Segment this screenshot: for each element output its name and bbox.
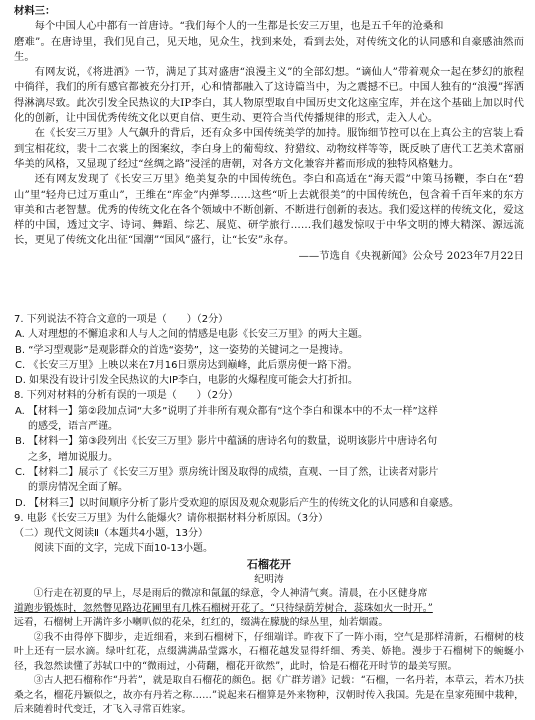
q7-option-a[interactable]: A. 人对理想的不懈追求和人与人之间的情感是电影《长安三万里》的两大主题。: [15, 329, 369, 341]
material-3-p4: 还有网友发现了《长安三万里》绝美复杂的中国传统色。李白和高适在“海天霞”中策马扬鞭，李白在“碧山”里“轻舟已过万重山”，王维在“库金”内弹琴……这些“听上去就很美”的中国传统色，包含着千百年来的东方审美和古老智慧。优秀的传统文化在各个领域中不断创新、不断进行创新的表达。我们爱这样的传统文化，爱这样的中国，透过文字、诗词、舞蹈、综艺、展览、研学旅行……我们越发惊叹于中华文明的博大精深、源远流长，更见了传统文化出征“国潮”“国风”盛行，让“长安”永存。: [14, 173, 524, 247]
material-3-title: 材料三：: [14, 5, 56, 17]
q8-option-b-line1[interactable]: B. 【材料一】第③段列出《长安三万里》影片中蕴涵的唐诗名句的数量，说明该影片中唐诗名句: [15, 436, 438, 448]
essay-p2: ②我不由得停下脚步，走近细看，来到石榴树下，仔细端详。昨夜下了一阵小雨，空气是那样清新，石榴树的枝叶上还有一层水滴。绿叶红花，点缀满满晶莹露水，石榴花越发显得纤细、秀美、娇艳。漫步于石榴树下的蜿蜒小径，我忽然读懂了苏轼口中的“微雨过，小荷翻，榴花开欲然”，此时，恰是石榴花开时节的最美写照。: [14, 631, 524, 672]
q9-stem: 9. 电影《长安三万里》为什么能爆火？请你根据材料分析原因。（3分）: [14, 512, 329, 524]
section-2-heading: （二）现代文阅读Ⅱ（本题共4小题，13分）: [14, 528, 209, 540]
q8-option-c-line2: 的票房情况全面了解。: [28, 482, 128, 494]
material-3-p1-line1: 每个中国人心中都有一首唐诗。“我们每个人的一生都是长安三万里，也是五千年的沧桑和: [34, 20, 444, 33]
q8-option-b-line2: 之多，增加说服力。: [28, 451, 118, 463]
essay-author: 纪明涛: [254, 573, 284, 585]
q8-option-d[interactable]: D. 【材料三】以时间顺序分析了影片受欢迎的原因及观众观影后产生的传统文化的认同感和自豪感。: [15, 497, 460, 509]
q8-option-a-line2: 的感受，语言严谨。: [28, 421, 118, 433]
essay-p3: ③古人把石榴称作“丹若”，就是取自石榴花的颜色。据《广群芳谱》记载：“石榴，一名丹若，本草云，若木乃扶桑之名，榴花丹颖似之，故亦有丹若之称……”说起来石榴算是外来物种，汉朝时传入我国。先是在皇家苑囿中栽种，后来随着时代变迁，才飞入寻常百姓家。: [14, 675, 524, 716]
essay-title: 石榴花开: [246, 558, 292, 571]
material-3-source: ——节选自《央视新闻》公众号 2023年7月22日: [298, 249, 524, 262]
q7-option-d[interactable]: D. 如果没有设计引发全民热议的大IP李白，电影的火爆程度可能会大打折扣。: [15, 375, 359, 387]
material-3-p1-rest: 磨难”。在唐诗里，我们见自己，见天地，见众生，找到来处，看到去处，对传统文化的认同感和自豪感油然而生。: [14, 35, 524, 63]
questions-block: [14, 312, 524, 557]
section-2-instruction: 阅读下面的文字，完成下面10-13小题。: [34, 543, 214, 555]
q8-stem: 8. 下列对材料的分析有误的一项是（ ）（2分）: [14, 390, 239, 402]
material-3: [14, 4, 524, 264]
q8-option-a-line1[interactable]: A. 【材料一】第②段加点词“大多”说明了并非所有观众都有“这个李白和课本中的不太一样”这样: [15, 405, 438, 417]
q7-stem: 7. 下列说法不符合文意的一项是（ ）（2分）: [14, 314, 229, 325]
material-3-p3: 在《长安三万里》人气飙升的背后，还有众多中国传统美学的加持。服饰细节控可以在上真公主的宫装上看到宝相花纹，裴十二衣裳上的图案纹，李白身上的葡萄纹、狩猎纹、动物纹样等等，既反映了唐代工艺美术富丽华美的风格，又显现了经过“丝绸之路”浸淫的唐朝，对各方文化兼容并蓄而形成的独特风格魅力。: [14, 127, 524, 170]
material-3-p2: 有网友说，《将进酒》一节，满足了其对盛唐“浪漫主义”的全部幻想。“谪仙人”带着观众一起在梦幻的旅程中徜徉，我们的所有感官都被充分打开，心和情都融入了这诗篇当中，为之震撼不已。中国人独有的“浪漫”挥洒得淋漓尽致。此次引发全民热议的大IP李白，其人物原型取自中国历史文化这座宝库，并在这个基础上加以时代化的创新，让中国优秀传统文化以更自信、更生动、更符合当代传播规律的形式，走入人心。: [14, 66, 524, 125]
q7-option-b[interactable]: B. “学习型观影”是观影群众的首选“姿势”，这一姿势的关键词之一是搜诗。: [15, 344, 349, 356]
essay-p1-line3: 远看，石榴树上开满许多小喇叭似的花朵，红红的，缀满在朦胧的绿丛里，灿若烟霞。: [14, 617, 389, 629]
q7-option-c[interactable]: C. 《长安三万里》上映以来在7月16日票房达到巅峰，此后票房便一路下滑。: [15, 359, 358, 371]
essay-p1-line1: ①行走在初夏的早上，尽是雨后的微凉和氤氲的绿意，令人神清气爽。清晨，在小区健身席: [33, 588, 428, 600]
q8-option-c-line1[interactable]: C. 【材料二】展示了《长安三万里》票房统计图及取得的成绩，直观、一目了然，让读者对影片: [15, 466, 439, 478]
essay-block: [14, 558, 524, 718]
essay-p1-line2: 道跑步锻炼时，忽然瞥见路边花圃里有几株石榴树开花了。“只待绿荫芳树合，蕊珠如火一时开。”: [14, 602, 433, 614]
